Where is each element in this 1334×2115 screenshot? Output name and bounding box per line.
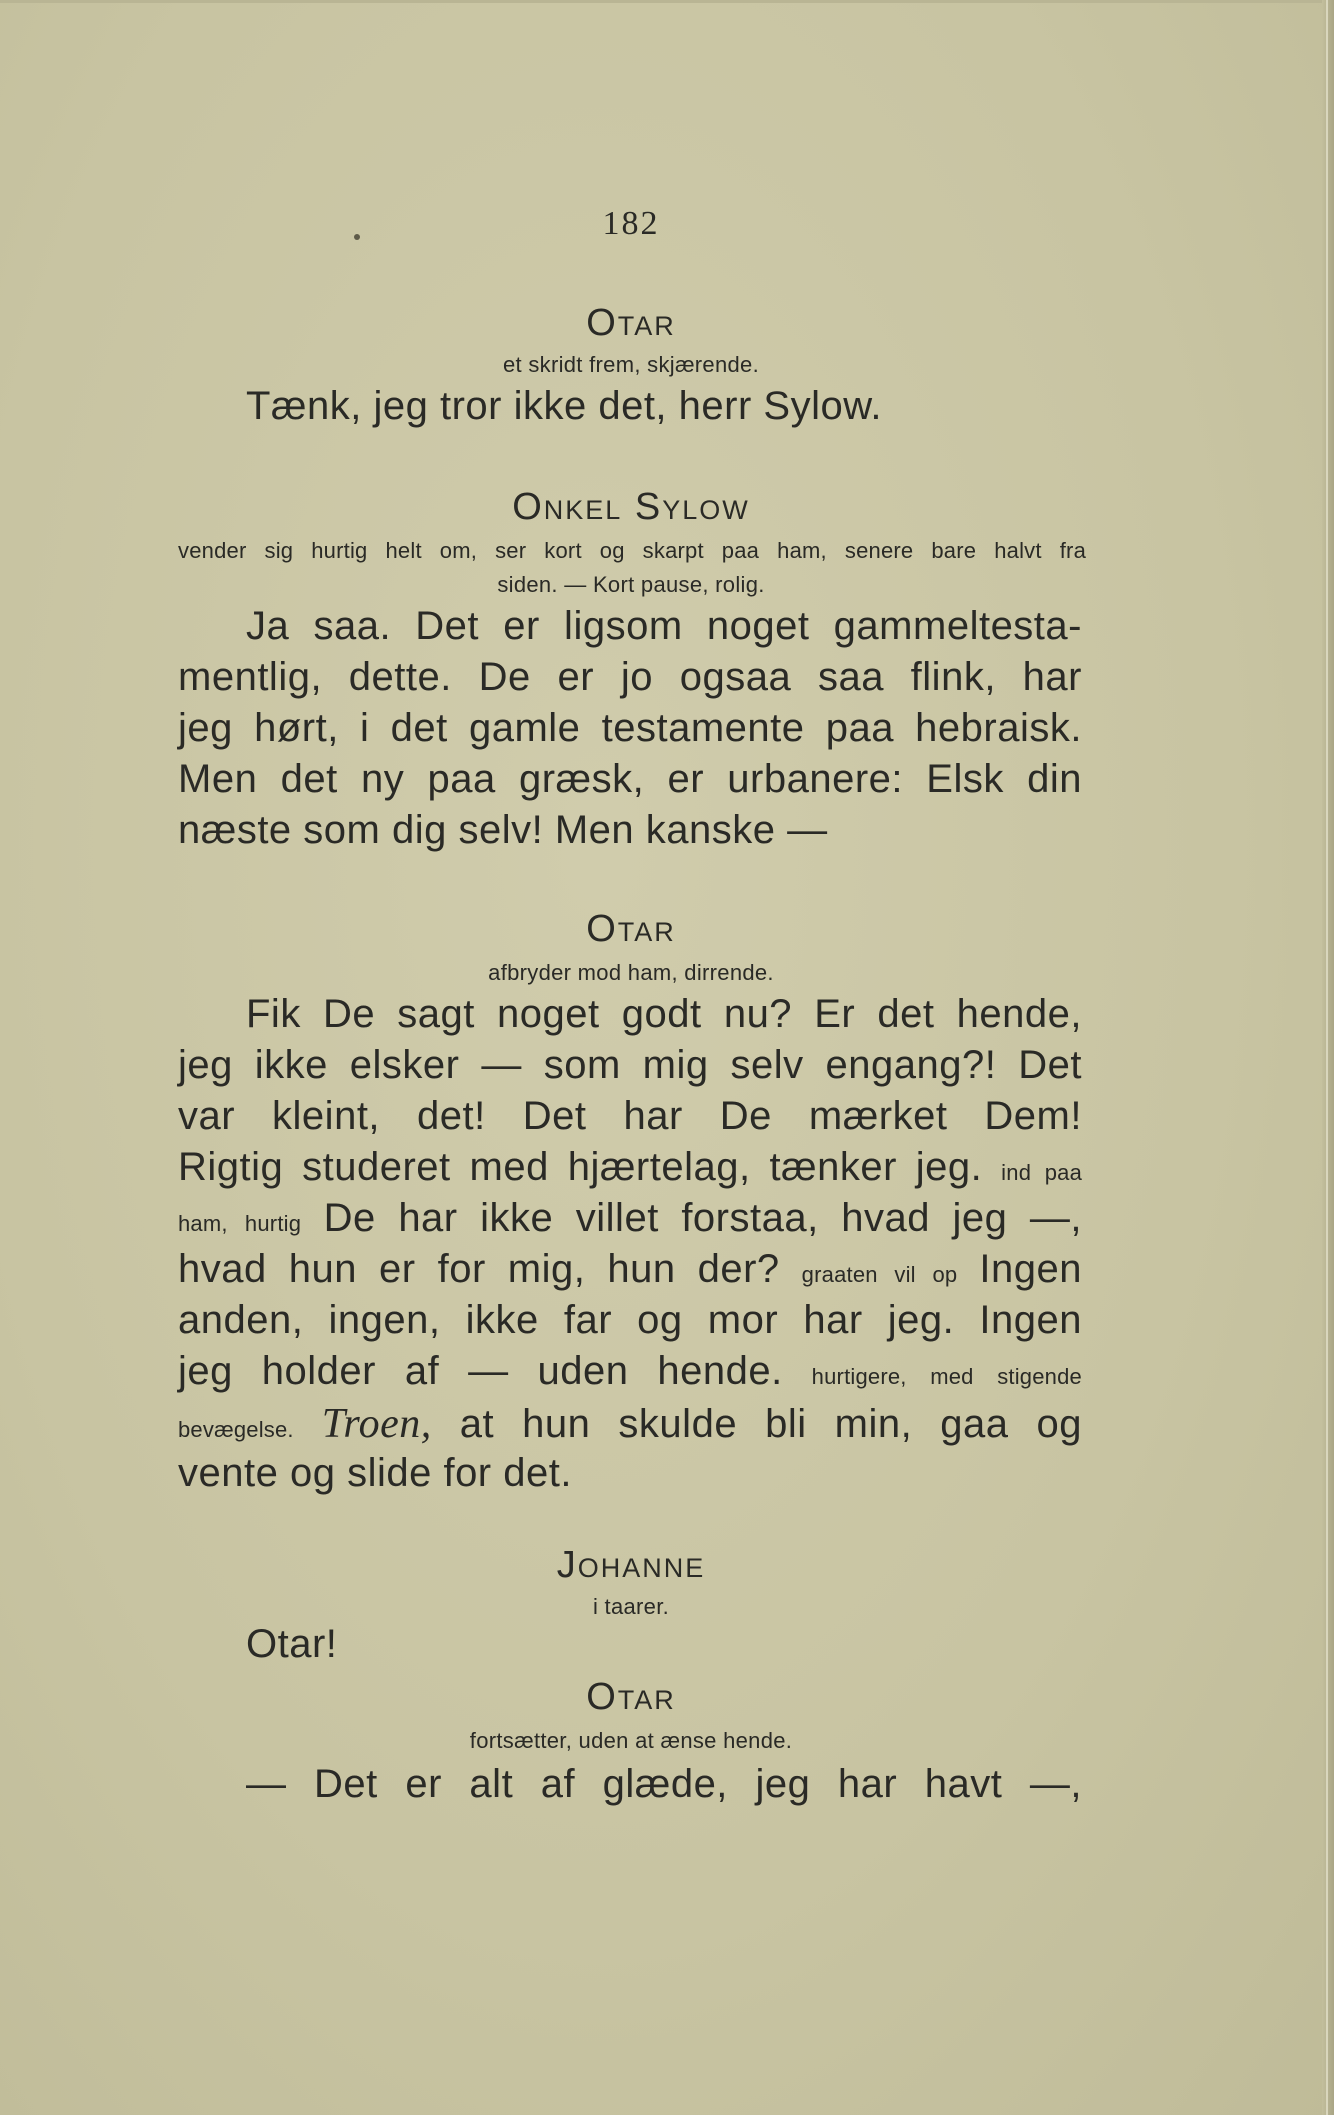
dialogue-text: at hun skulde bli min, gaa og	[459, 1402, 1082, 1446]
inline-stage-direction: graaten vil op	[801, 1262, 958, 1287]
dialogue-line	[178, 1196, 1082, 1241]
inline-stage-direction: bevægelse.	[178, 1417, 294, 1442]
speaker-otar: Otar	[586, 908, 676, 950]
dialogue-text: jeg holder af — uden hende.	[178, 1349, 783, 1393]
dialogue-line: jeg hørt, i det gamle testamente paa hebraisk.	[178, 706, 1082, 750]
dialogue-line: Ja saa. Det er ligsom noget gammeltesta-	[246, 604, 1082, 648]
stage-direction: fortsætter, uden at ænse hende.	[469, 1728, 793, 1753]
dialogue-line: — Det er alt af glæde, jeg har havt —,	[246, 1762, 1082, 1806]
speaker-johanne: Johanne	[556, 1544, 706, 1586]
stage-direction: i taarer.	[592, 1594, 670, 1619]
stage-direction: vender sig hurtig helt om, ser kort og skarpt paa ham, senere bare halvt fra	[178, 538, 1086, 563]
dialogue-line: Men det ny paa græsk, er urbanere: Elsk din	[178, 757, 1082, 801]
inline-stage-direction: ham, hurtig	[178, 1211, 302, 1236]
dialogue-line: vente og slide for det.	[178, 1451, 572, 1495]
dialogue-line: mentlig, dette. De er jo ogsaa saa flink, har	[178, 655, 1082, 699]
dialogue-line: jeg ikke elsker — som mig selv engang?! Det	[178, 1043, 1082, 1087]
inline-stage-direction: ind paa	[1001, 1160, 1083, 1185]
stage-direction: afbryder mod ham, dirrende.	[488, 960, 774, 985]
page-right-edge	[1322, 0, 1334, 2115]
dialogue-line	[178, 1400, 1082, 1448]
stage-direction: siden. — Kort pause, rolig.	[497, 572, 765, 597]
dialogue-line	[178, 1247, 1082, 1292]
inline-stage-direction: hurtigere, med stigende	[811, 1364, 1082, 1389]
dialogue-text: Ingen	[979, 1247, 1082, 1291]
page-edge-highlight	[1326, 0, 1328, 2115]
stage-direction: et skridt frem, skjærende.	[503, 352, 759, 377]
speaker-otar: Otar	[586, 302, 676, 344]
dialogue-line: Fik De sagt noget godt nu? Er det hende,	[246, 992, 1082, 1036]
dialogue-text: De har ikke villet forstaa, hvad jeg —,	[323, 1196, 1082, 1240]
emphasized-word: Troen,	[321, 1401, 432, 1447]
speaker-onkel-sylow: Onkel Sylow	[512, 486, 750, 528]
dialogue-line: var kleint, det! Det har De mærket Dem!	[178, 1094, 1082, 1138]
page-top-edge	[0, 0, 1334, 3]
dialogue-line: Otar!	[246, 1622, 338, 1666]
dialogue-text: Rigtig studeret med hjærtelag, tænker jeg.	[178, 1145, 983, 1189]
dialogue-line: anden, ingen, ikke far og mor har jeg. Ingen	[178, 1298, 1082, 1342]
dialogue-line: Tænk, jeg tror ikke det, herr Sylow.	[246, 384, 883, 428]
dialogue-text: hvad hun er for mig, hun der?	[178, 1247, 780, 1291]
speaker-otar: Otar	[586, 1676, 676, 1718]
dialogue-line: næste som dig selv! Men kanske —	[178, 808, 828, 852]
dialogue-line	[178, 1145, 1082, 1190]
page-number: 182	[602, 205, 660, 242]
dialogue-line	[178, 1349, 1082, 1394]
